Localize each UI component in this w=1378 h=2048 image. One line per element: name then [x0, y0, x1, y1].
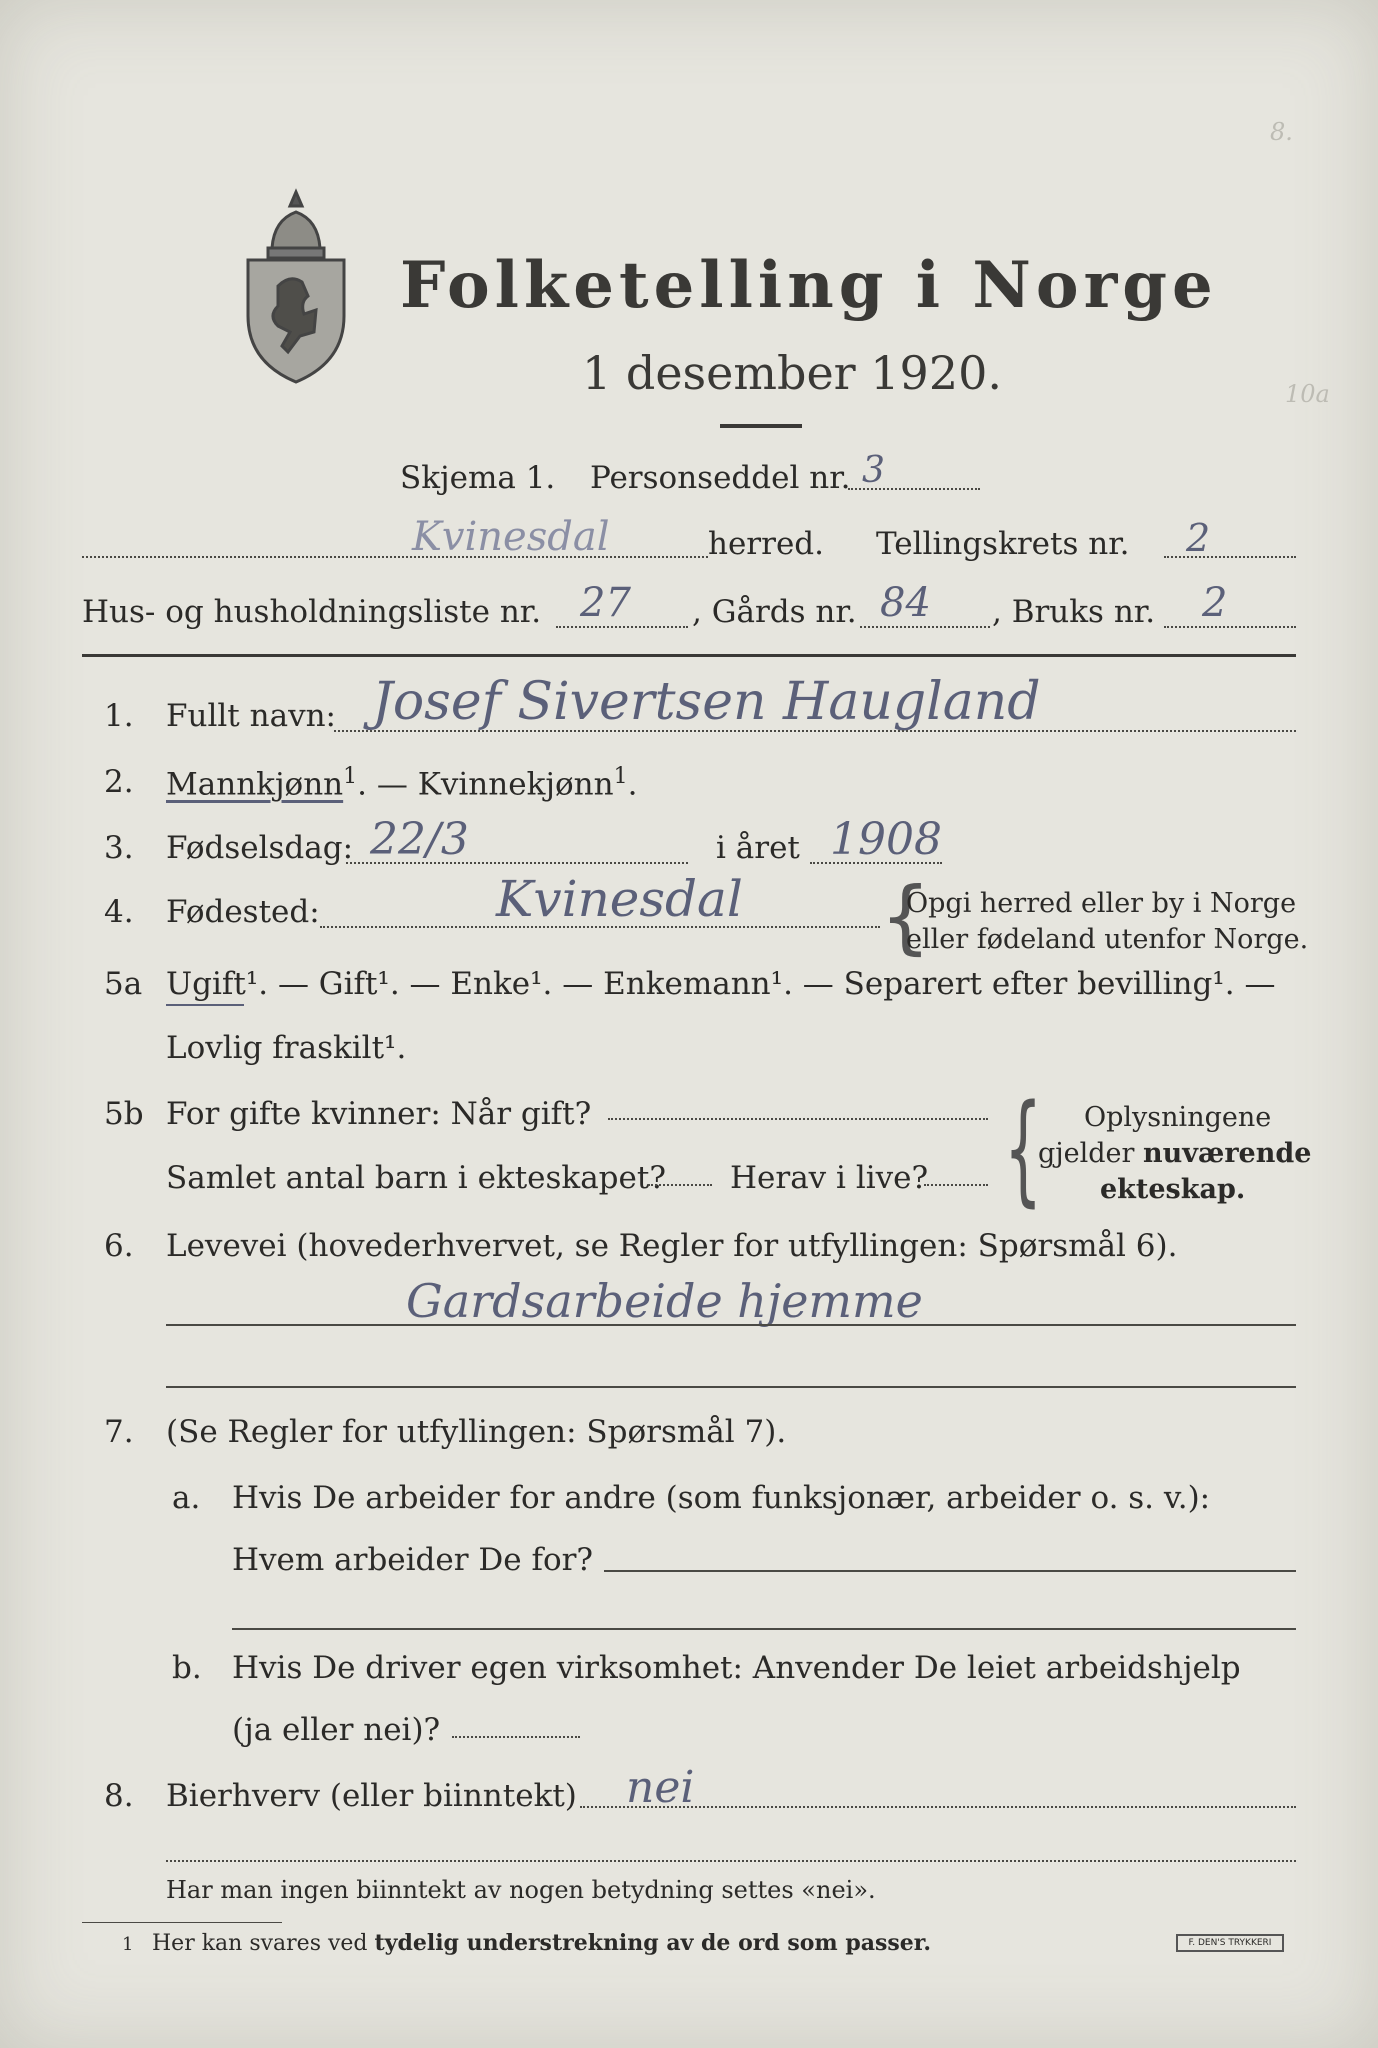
occupation-value[interactable]: Gardsarbeide hjemme — [406, 1274, 923, 1328]
birth-year-field-line — [810, 862, 942, 864]
children-count-label: Samlet antal barn i ekteskapet? — [166, 1160, 666, 1196]
birthplace-note-bracket: { — [880, 870, 931, 963]
occupation-label: Levevei (hovederhvervet, se Regler for utfyllingen: Spørsmål 6). — [166, 1228, 1178, 1264]
bleed-through-mark: 10a — [1285, 380, 1330, 408]
personseddel-field-line — [848, 488, 980, 490]
question-4-number: 4. — [104, 894, 134, 930]
census-date: 1 desember 1920. — [582, 346, 1002, 400]
married-when-label: For gifte kvinner: Når gift? — [166, 1096, 592, 1132]
birth-year-label: i året — [716, 830, 800, 866]
husholdningsliste-field-line — [556, 626, 688, 628]
self-employed-question-line1: Hvis De driver egen virksomhet: Anvender De leiet arbeidshjelp — [232, 1650, 1241, 1686]
marital-status-options[interactable]: Ugift¹. — Gift¹. — Enke¹. — Enkemann¹. — Separert efter bevilling¹. — — [166, 966, 1276, 1002]
side-income-field-line — [580, 1806, 1296, 1808]
self-employed-question-line2: (ja eller nei)? — [232, 1712, 441, 1748]
tellingskrets-field-line — [1164, 556, 1296, 558]
question-6-number: 6. — [104, 1228, 134, 1264]
personseddel-label: Personseddel nr. — [590, 460, 851, 496]
norway-coat-of-arms-icon — [238, 186, 354, 386]
birthday-field-line — [346, 862, 688, 864]
skjema-label: Skjema 1. — [400, 460, 556, 496]
side-income-field-line-2 — [166, 1860, 1296, 1862]
title-divider — [720, 424, 802, 428]
question-1-number: 1. — [104, 698, 134, 734]
employer-field-line-2 — [232, 1628, 1296, 1630]
employer-question-line1: Hvis De arbeider for andre (som funksjonær, arbeider o. s. v.): — [232, 1480, 1211, 1516]
gards-label: , Gårds nr. — [692, 594, 857, 630]
married-when-field-line — [608, 1118, 988, 1120]
herred-field-line — [82, 556, 708, 558]
bruks-label: , Bruks nr. — [992, 594, 1156, 630]
children-count-field-line — [648, 1184, 712, 1186]
birthplace-note-line1: Opgi herred eller by i Norge — [906, 888, 1297, 919]
footnote-divider — [82, 1922, 282, 1923]
question-2-number: 2. — [104, 764, 134, 800]
footnote-text: Her kan svares ved tydelig understrekning av de ord som passer. — [152, 1930, 932, 1956]
side-income-instruction: Har man ingen biinntekt av nogen betydning settes «nei». — [166, 1876, 876, 1904]
question-7-number: 7. — [104, 1414, 134, 1450]
full-name-field-line — [334, 730, 1296, 732]
gender-options: Mannkjønn$^1$. — Kvinnekjønn$^1$. — [166, 764, 638, 803]
husholdningsliste-label: Hus- og husholdningsliste nr. — [82, 594, 542, 630]
marriage-note-line3: ekteskap. — [1100, 1174, 1246, 1205]
herred-label: herred. — [708, 526, 824, 562]
birthplace-field-line — [320, 926, 880, 928]
question-8-number: 8. — [104, 1778, 134, 1814]
husholdningsliste-number[interactable]: 27 — [580, 580, 631, 626]
gender-male-option[interactable]: Mannkjønn — [166, 766, 344, 803]
employment-rules-label: (Se Regler for utfyllingen: Spørsmål 7). — [166, 1414, 787, 1450]
question-5b-number: 5b — [104, 1096, 144, 1132]
bruks-field-line — [1164, 626, 1296, 628]
bleed-through-mark: 8. — [1270, 118, 1293, 146]
side-income-value[interactable]: nei — [626, 1762, 695, 1813]
marriage-note-line2: gjelder nuværende — [1038, 1138, 1312, 1169]
marriage-note-line1: Oplysningene — [1084, 1102, 1272, 1133]
gards-field-line — [860, 626, 990, 628]
herred-value[interactable]: Kvinesdal — [412, 514, 610, 560]
birthplace-value[interactable]: Kvinesdal — [496, 870, 743, 928]
full-name-label: Fullt navn: — [166, 698, 336, 734]
gards-number[interactable]: 84 — [880, 580, 931, 626]
employer-field-line-1 — [604, 1570, 1296, 1572]
ugift-underline-mark — [166, 1004, 244, 1006]
gender-female-option[interactable]: Kvinnekjønn — [417, 766, 614, 803]
employer-question-line2: Hvem arbeider De for? — [232, 1542, 594, 1578]
printer-stamp: F. DEN'S TRYKKERI — [1176, 1934, 1284, 1952]
marital-status-divorced-option[interactable]: Lovlig fraskilt¹. — [166, 1030, 407, 1066]
occupation-field-line-2 — [166, 1386, 1296, 1388]
tellingskrets-label: Tellingskrets nr. — [876, 526, 1130, 562]
birth-year-value[interactable]: 1908 — [830, 814, 942, 865]
header-separator — [82, 654, 1296, 657]
bruks-number[interactable]: 2 — [1202, 580, 1228, 626]
side-income-label: Bierhverv (eller biinntekt) — [166, 1778, 577, 1814]
occupation-field-line-1 — [166, 1324, 1296, 1326]
tellingskrets-number[interactable]: 2 — [1186, 516, 1211, 560]
children-alive-field-line — [924, 1184, 988, 1186]
personseddel-number[interactable]: 3 — [862, 450, 885, 491]
birthplace-note-line2: eller fødeland utenfor Norge. — [906, 924, 1309, 955]
birthday-value[interactable]: 22/3 — [370, 814, 469, 865]
birthday-label: Fødselsdag: — [166, 830, 354, 866]
self-employed-field-line — [452, 1736, 580, 1738]
children-alive-label: Herav i live? — [730, 1160, 929, 1196]
question-7a-letter: a. — [172, 1480, 201, 1516]
question-7b-letter: b. — [172, 1650, 202, 1686]
marriage-note-bracket: { — [1004, 1080, 1043, 1219]
form-title: Folketelling i Norge — [400, 248, 1218, 323]
birthplace-label: Fødested: — [166, 894, 320, 930]
full-name-value[interactable]: Josef Sivertsen Haugland — [372, 672, 1041, 732]
footnote-mark: 1 — [122, 1934, 134, 1955]
question-5a-number: 5a — [104, 966, 143, 1002]
question-3-number: 3. — [104, 830, 134, 866]
